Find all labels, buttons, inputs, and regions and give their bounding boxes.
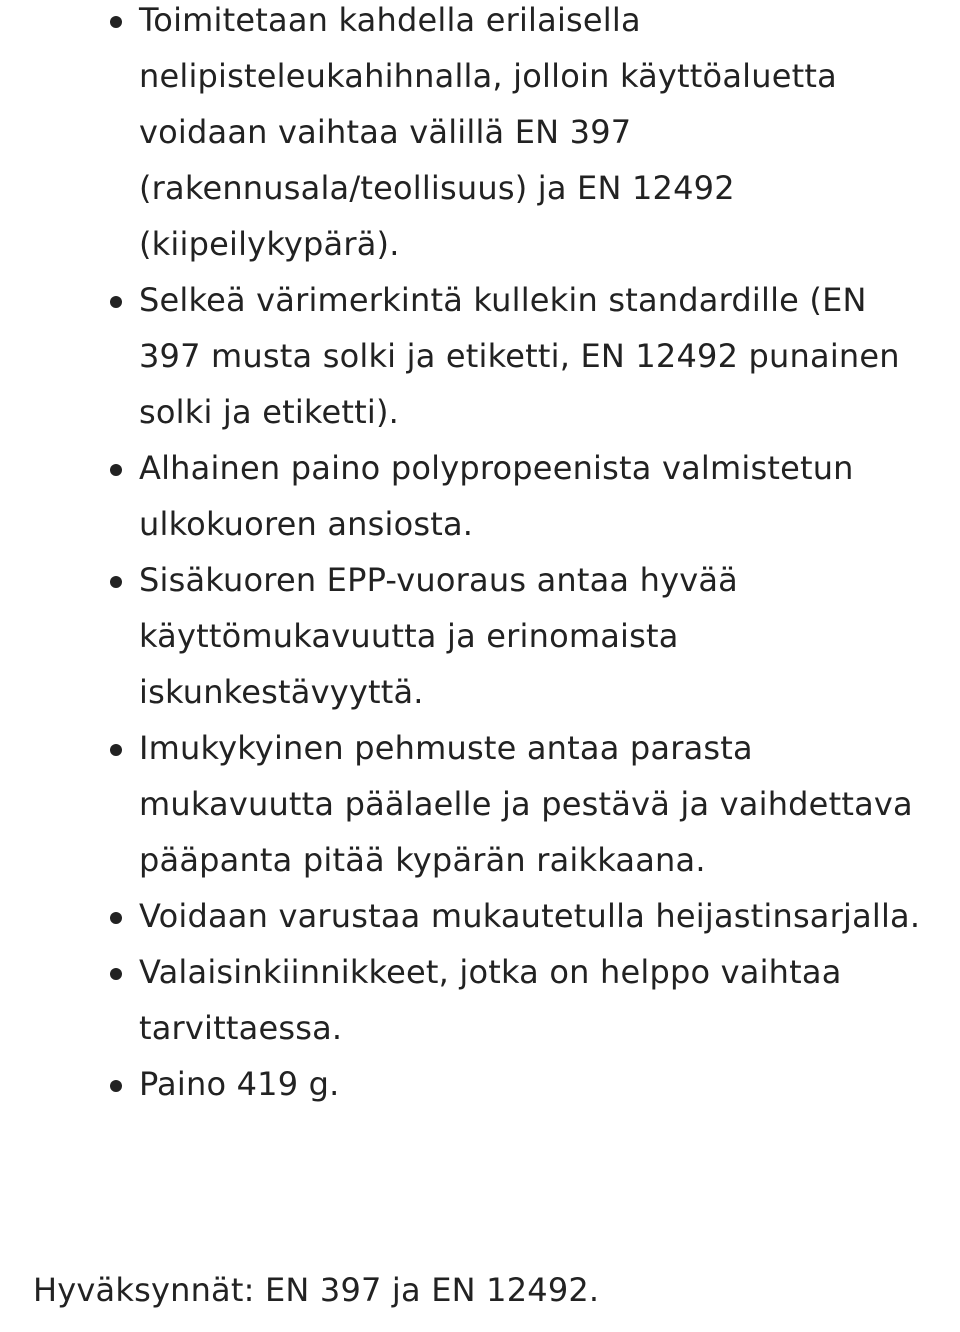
feature-text: Imukykyinen pehmuste antaa parasta mukavuutta päälaelle ja pestävä ja vaihdettava pääpanta pitää kypärän raikkaana. [139, 729, 913, 879]
bullet-icon [110, 576, 122, 588]
bullet-icon [110, 744, 122, 756]
bullet-icon [110, 912, 122, 924]
list-item [0, 272, 960, 440]
feature-text: Voidaan varustaa mukautetulla heijastinsarjalla. [139, 897, 921, 935]
feature-text: Valaisinkiinnikkeet, jotka on helppo vaihtaa tarvittaessa. [139, 953, 842, 1047]
feature-text: Selkeä värimerkintä kullekin standardille (EN 397 musta solki ja etiketti, EN 12492 punainen solki ja etiketti). [139, 281, 900, 431]
list-item [0, 720, 960, 888]
feature-text: Sisäkuoren EPP-vuoraus antaa hyvää käyttömukavuutta ja erinomaista iskunkestävyyttä. [139, 561, 738, 711]
list-item [0, 888, 960, 944]
list-item [0, 944, 960, 1056]
bullet-icon [110, 16, 122, 28]
feature-text: Toimitetaan kahdella erilaisella nelipisteleukahihnalla, jolloin käyttöaluetta voidaan vaihtaa välillä EN 397 (rakennusala/teollisuus) ja EN 12492 (kiipeilykypärä). [139, 1, 837, 263]
list-item [0, 440, 960, 552]
list-item [0, 552, 960, 720]
list-item [0, 0, 960, 272]
bullet-icon [110, 296, 122, 308]
bullet-icon [110, 464, 122, 476]
bullet-icon [110, 1080, 122, 1092]
list-item [0, 1056, 960, 1112]
feature-text: Paino 419 g. [139, 1065, 340, 1103]
feature-text: Alhainen paino polypropeenista valmistetun ulkokuoren ansiosta. [139, 449, 854, 543]
approvals-text: Hyväksynnät: EN 397 ja EN 12492. [33, 1271, 600, 1309]
bullet-icon [110, 968, 122, 980]
